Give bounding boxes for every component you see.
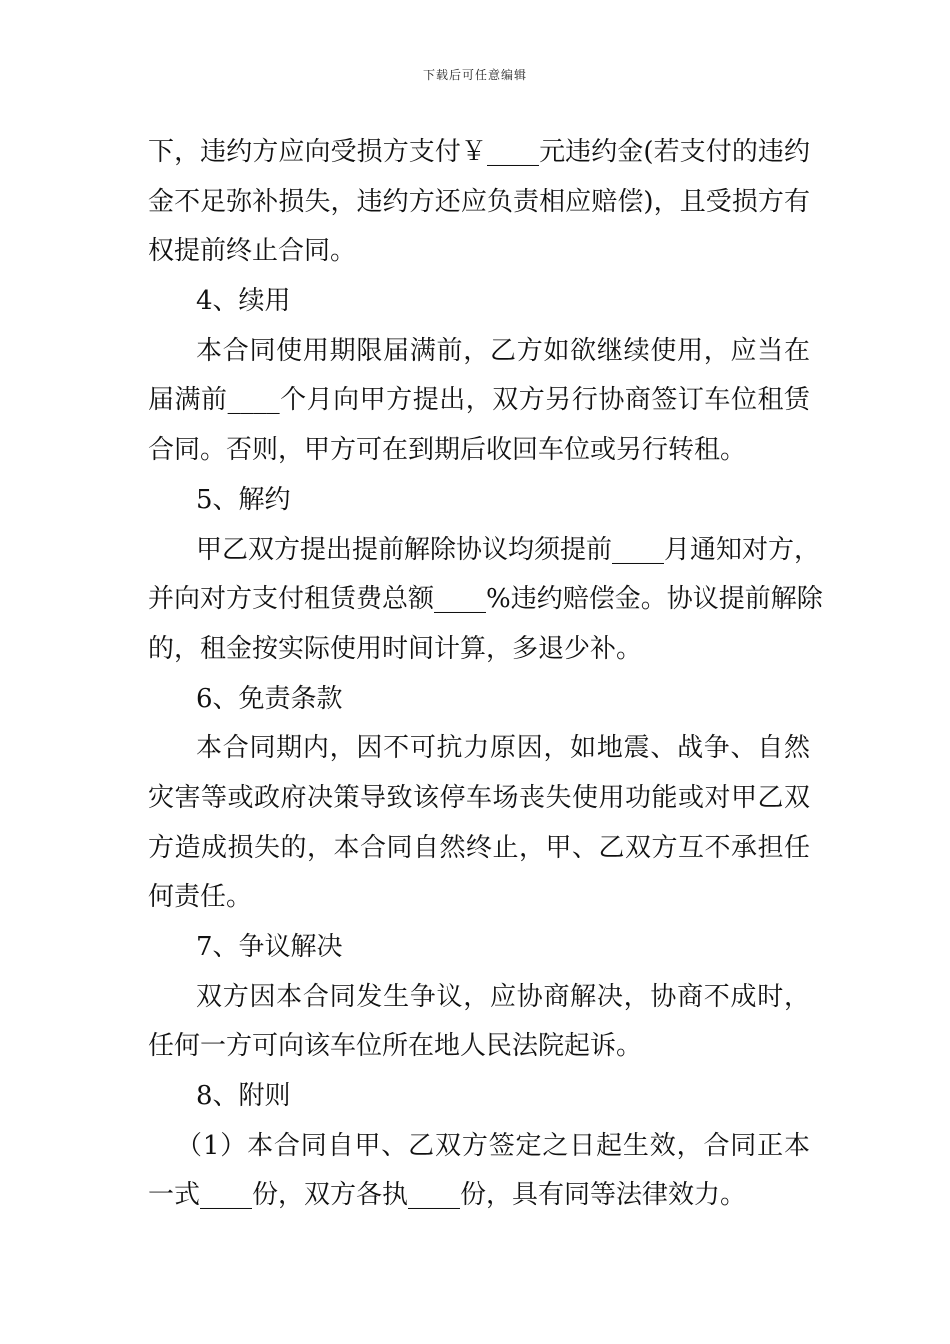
section-heading-exemption: 6、免责条款 [196, 683, 343, 714]
paragraph-line: 的，租金按实际使用时间计算，多退少补。 [148, 633, 643, 664]
document-body [148, 128, 823, 1221]
section-heading-dispute: 7、争议解决 [196, 932, 343, 962]
paragraph-line: 合同。否则，甲方可在到期后收回车位或另行转租。 [148, 435, 747, 466]
paragraph-line: 双方因本合同发生争议，应协商解决，协商不成时， [196, 981, 810, 1012]
section-heading-renewal: 4、续用 [196, 286, 291, 317]
paragraph-line: （1）本合同自甲、乙双方签定之日起生效，合同正本 [176, 1130, 810, 1161]
paragraph-line: 本合同使用期限届满前，乙方如欲继续使用，应当在 [196, 335, 810, 366]
paragraph-line: 并向对方支付租赁费总额____%违约赔偿金。协议提前解除 [148, 584, 823, 615]
paragraph-line: 甲乙双方提出提前解除协议均须提前____月通知对方， [196, 534, 821, 565]
section-heading-termination: 5、解约 [196, 484, 291, 515]
paragraph-line: 灾害等或政府决策导致该停车场丧失使用功能或对甲乙双 [148, 782, 810, 813]
paragraph-line: 本合同期内，因不可抗力原因，如地震、战争、自然 [196, 733, 810, 764]
page-header: 下载后可任意编辑 [422, 68, 527, 82]
paragraph-line: 任何一方可向该车位所在地人民法院起诉。 [148, 1031, 643, 1062]
paragraph-line: 一式____份，双方各执____份，具有同等法律效力。 [148, 1180, 747, 1211]
paragraph-line: 金不足弥补损失，违约方还应负责相应赔偿)，且受损方有 [148, 186, 810, 217]
paragraph-line: 方造成损失的，本合同自然终止，甲、乙双方互不承担任 [148, 832, 810, 863]
paragraph-line: 权提前终止合同。 [148, 236, 357, 267]
section-heading-supplementary: 8、附则 [196, 1081, 291, 1112]
paragraph-line: 下，违约方应向受损方支付￥____元违约金(若支付的违约 [148, 137, 810, 167]
paragraph-line: 届满前____个月向甲方提出，双方另行协商签订车位租赁 [148, 385, 810, 416]
paragraph-line: 何责任。 [148, 882, 253, 913]
